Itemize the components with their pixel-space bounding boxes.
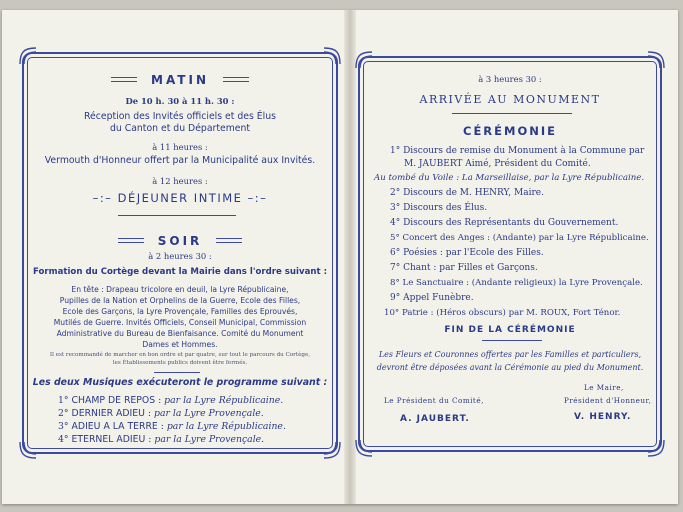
ceremony-item-8: 8° Le Sanctuaire : (Andante religieux) la Lyre Provençale. bbox=[390, 278, 643, 288]
ceremony-item-6: 6° Poésies : par l'Ecole des Filles. bbox=[390, 248, 544, 258]
left-page-panel bbox=[22, 52, 338, 454]
corner-ornament-icon bbox=[320, 44, 344, 68]
tete-line-4: Mutilés de Guerre. Invités Officiels, Conseil Municipal, Commission bbox=[53, 318, 307, 327]
matin-heading: MATIN bbox=[24, 69, 336, 88]
ceremony-item-1: 1° Discours de remise du Monument à la Commune par bbox=[390, 146, 645, 156]
corner-ornament-icon bbox=[16, 44, 40, 68]
ceremony-item-9: 9° Appel Funèbre. bbox=[390, 293, 474, 303]
corner-ornament-icon bbox=[320, 438, 344, 462]
ceremony-item-1b: M. JAUBERT Aimé, Président du Comité. bbox=[404, 159, 591, 169]
ceremony-item-5: 5° Concert des Anges : (Andante) par la Lyre Républicaine. bbox=[390, 233, 649, 243]
president-name: A. JAUBERT. bbox=[400, 414, 470, 424]
ceremonie-heading: CÉRÉMONIE bbox=[463, 124, 557, 138]
programme-item-1: 1° CHAMP DE REPOS : par la Lyre Républicaine. bbox=[58, 395, 284, 406]
tete-line-3: Ecole des Garçons, la Lyre Provençale, Familles des Eprouvés, bbox=[62, 307, 298, 316]
ceremony-item-2: 2° Discours de M. HENRY, Maire. bbox=[390, 188, 544, 198]
programme-item-4: 4° ETERNEL ADIEU : par la Lyre Provençale. bbox=[58, 434, 265, 445]
corner-ornament-icon bbox=[16, 438, 40, 462]
divider-rule bbox=[118, 215, 236, 216]
tete-line-6: Dames et Hommes. bbox=[142, 340, 218, 349]
ceremony-item-3: 3° Discours des Élus. bbox=[390, 203, 488, 213]
time-vermouth: à 11 heures : bbox=[152, 142, 208, 152]
ceremony-item-4: 4° Discours des Représentants du Gouvernement. bbox=[390, 218, 619, 228]
programme-item-2: 2° DERNIER ADIEU : par la Lyre Provençale. bbox=[58, 408, 264, 419]
right-page-panel bbox=[358, 56, 662, 452]
ceremony-item-10: 10° Patrie : (Héros obscurs) par M. ROUX, Fort Ténor. bbox=[384, 308, 621, 318]
tete-line-5: Administrative du Bureau de Bienfaisance. Comité du Monument bbox=[56, 329, 304, 338]
formation-line: Formation du Cortège devant la Mairie dans l'ordre suivant : bbox=[32, 267, 328, 277]
fleurs-line-1: Les Fleurs et Couronnes offertes par les Familles et particuliers, bbox=[378, 350, 642, 359]
fin-rule bbox=[482, 340, 542, 341]
corner-ornament-icon bbox=[352, 436, 376, 460]
soir-heading: SOIR bbox=[24, 230, 336, 249]
arrivee-rule bbox=[452, 113, 572, 114]
president-label: Le Président du Comité, bbox=[384, 396, 484, 405]
time-dejeuner: à 12 heures : bbox=[152, 176, 208, 186]
maire-label-2: Président d'Honneur, bbox=[564, 396, 652, 405]
time-reception: De 10 h. 30 à 11 h. 30 : bbox=[125, 96, 235, 106]
corner-ornament-icon bbox=[644, 436, 668, 460]
musiques-heading: Les deux Musiques exécuteront le programme suivant : bbox=[32, 377, 328, 388]
corner-ornament-icon bbox=[352, 48, 376, 72]
time-arrivee: à 3 heures 30 : bbox=[478, 74, 542, 84]
time-cortege: à 2 heures 30 : bbox=[148, 251, 212, 261]
small-divider bbox=[154, 372, 200, 373]
recommande-line-1: Il est recommandé de marcher en bon ordre et par quatre, sur tout le parcours du Cortège, bbox=[49, 352, 311, 358]
fleurs-line-2: devront être déposées avant la Cérémonie au pied du Monument. bbox=[376, 363, 644, 372]
vermouth-line: Vermouth d'Honneur offert par la Municipalité aux Invités. bbox=[44, 155, 316, 166]
center-fold bbox=[344, 10, 356, 504]
maire-name: V. HENRY. bbox=[574, 412, 632, 422]
reception-line-1: Réception des Invités officiels et des Élus bbox=[84, 111, 276, 122]
reception-line-2: du Canton et du Département bbox=[109, 123, 251, 134]
ceremony-item-7: 7° Chant : par Filles et Garçons. bbox=[390, 263, 538, 273]
tete-line-2: Pupilles de la Nation et Orphelins de la Guerre, Ecole des Filles, bbox=[59, 296, 301, 305]
maire-label-1: Le Maire, bbox=[584, 383, 624, 392]
tete-line-1: En tête : Drapeau tricolore en deuil, la Lyre Républicaine, bbox=[71, 285, 289, 294]
ceremony-voile: Au tombé du Voile : La Marseillaise, par la Lyre Républicaine. bbox=[374, 173, 645, 183]
arrivee-heading: ARRIVÉE AU MONUMENT bbox=[419, 93, 601, 106]
programme-item-3: 3° ADIEU A LA TERRE : par la Lyre Républicaine. bbox=[58, 421, 286, 432]
corner-ornament-icon bbox=[644, 48, 668, 72]
recommande-line-2: les Établissements publics doivent être fermés. bbox=[112, 360, 248, 366]
dejeuner-heading: –:– DÉJEUNER INTIME –:– bbox=[92, 191, 268, 205]
fin-ceremonie: FIN DE LA CÉRÉMONIE bbox=[444, 325, 576, 335]
